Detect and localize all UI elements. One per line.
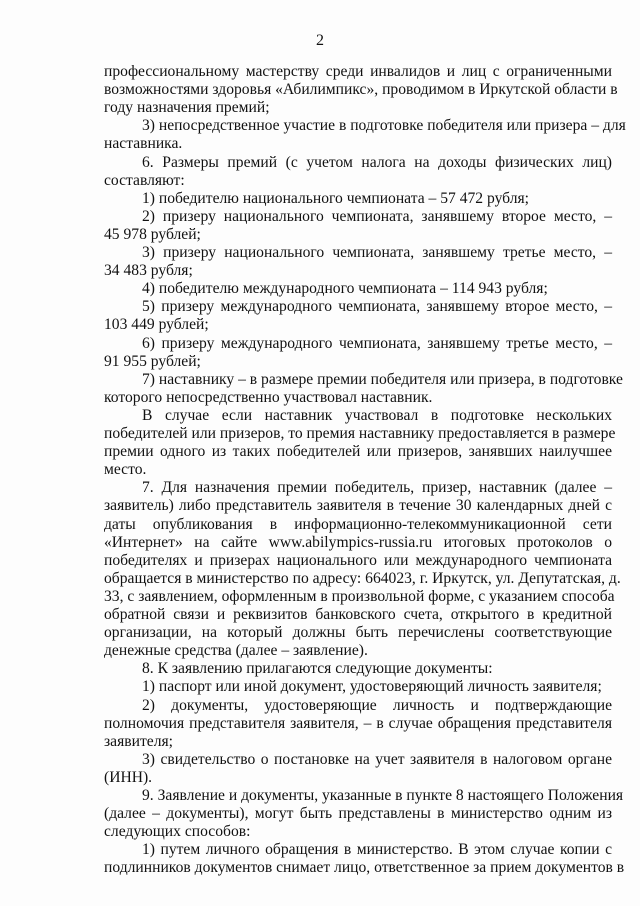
text-line: 34 483 рубля; bbox=[104, 262, 193, 280]
page-number: 2 bbox=[316, 32, 324, 49]
text-line: премии одного из таких победителей или призеров, занявших наилучшее bbox=[104, 443, 612, 461]
text-line: 7) наставнику – в размере премии победителя или призера, в подготовке bbox=[142, 370, 623, 388]
text-line: 3) непосредственное участие в подготовке победителя или призера – для bbox=[142, 117, 626, 135]
text-line: 8. К заявлению прилагаются следующие документы: bbox=[142, 660, 493, 678]
text-line: 2) документы, удостоверяющие личность и подтверждающие bbox=[142, 696, 612, 714]
text-line: место. bbox=[104, 461, 147, 479]
text-line: 3) призеру национального чемпионата, занявшему третье место, – bbox=[142, 244, 612, 261]
text-line: организации, на который должны быть перечислены соответствующие bbox=[104, 624, 612, 642]
text-line: которого непосредственно участвовал наставник. bbox=[104, 388, 433, 406]
text-line: возможностями здоровья «Абилимпикс», проводимом в Иркутской области в bbox=[104, 81, 618, 99]
text-line: обратной связи и реквизитов банковского счета, открытого в кредитной bbox=[104, 606, 612, 623]
text-line: 1) путем личного обращения в министерство. В этом случае копии с bbox=[142, 841, 612, 859]
text-line: наставника. bbox=[104, 135, 183, 153]
text-line: подлинников документов снимает лицо, ответственное за прием документов в bbox=[104, 859, 625, 877]
text-line: 91 955 рублей; bbox=[104, 352, 201, 370]
text-line: победителей или призеров, то премия наставнику предоставляется в размере bbox=[104, 425, 616, 442]
text-line: 103 449 рублей; bbox=[104, 316, 209, 334]
text-line: 3) свидетельство о постановке на учет заявителя в налоговом органе bbox=[142, 750, 612, 768]
text-line: составляют: bbox=[104, 171, 185, 189]
text-line: 45 978 рублей; bbox=[104, 225, 201, 243]
text-line: 6. Размеры премий (с учетом налога на доходы физических лиц) bbox=[142, 153, 612, 171]
text-line: «Интернет» на сайте www.abilympics-russia.ru итоговых протоколов о bbox=[104, 533, 612, 551]
text-line: 1) паспорт или иной документ, удостоверяющий личность заявителя; bbox=[142, 678, 602, 696]
text-line: профессиональному мастерству среди инвалидов и лиц с ограниченными bbox=[104, 63, 612, 80]
text-line: 1) победителю национального чемпионата – 57 472 рубля; bbox=[142, 189, 530, 207]
text-line: 6) призеру международного чемпионата, занявшему третье место, – bbox=[142, 334, 612, 352]
text-line: денежные средства (далее – заявление). bbox=[104, 642, 368, 660]
text-line: 33, с заявлением, оформленным в произвольной форме, с указанием способа bbox=[104, 587, 615, 605]
text-line: обращается в министерство по адресу: 664023, г. Иркутск, ул. Депутатская, д. bbox=[104, 569, 621, 587]
text-line: 7. Для назначения премии победитель, призер, наставник (далее – bbox=[142, 479, 612, 497]
text-line: полномочия представителя заявителя, – в случае обращения представителя bbox=[104, 714, 612, 732]
text-line: 4) победителю международного чемпионата – 114 943 рубля; bbox=[142, 280, 548, 298]
text-line: 9. Заявление и документы, указанные в пункте 8 настоящего Положения bbox=[142, 787, 624, 804]
text-line: заявителя; bbox=[104, 732, 173, 750]
text-line: заявитель) либо представитель заявителя в течение 30 календарных дней с bbox=[104, 497, 612, 515]
text-line: году назначения премий; bbox=[104, 99, 270, 117]
text-line: В случае если наставник участвовал в подготовке нескольких bbox=[142, 406, 612, 424]
text-line: (ИНН). bbox=[104, 768, 153, 786]
text-line: следующих способов: bbox=[104, 823, 251, 841]
text-line: даты опубликования в информационно-телекоммуникационной сети bbox=[104, 515, 612, 533]
text-line: 5) призеру международного чемпионата, занявшему второе место, – bbox=[142, 298, 612, 316]
text-line: 2) призеру национального чемпионата, занявшему второе место, – bbox=[142, 207, 612, 225]
text-line: (далее – документы), могут быть представлены в министерство одним из bbox=[104, 805, 612, 823]
text-line: победителях и призерах национального или международного чемпионата bbox=[104, 551, 612, 569]
